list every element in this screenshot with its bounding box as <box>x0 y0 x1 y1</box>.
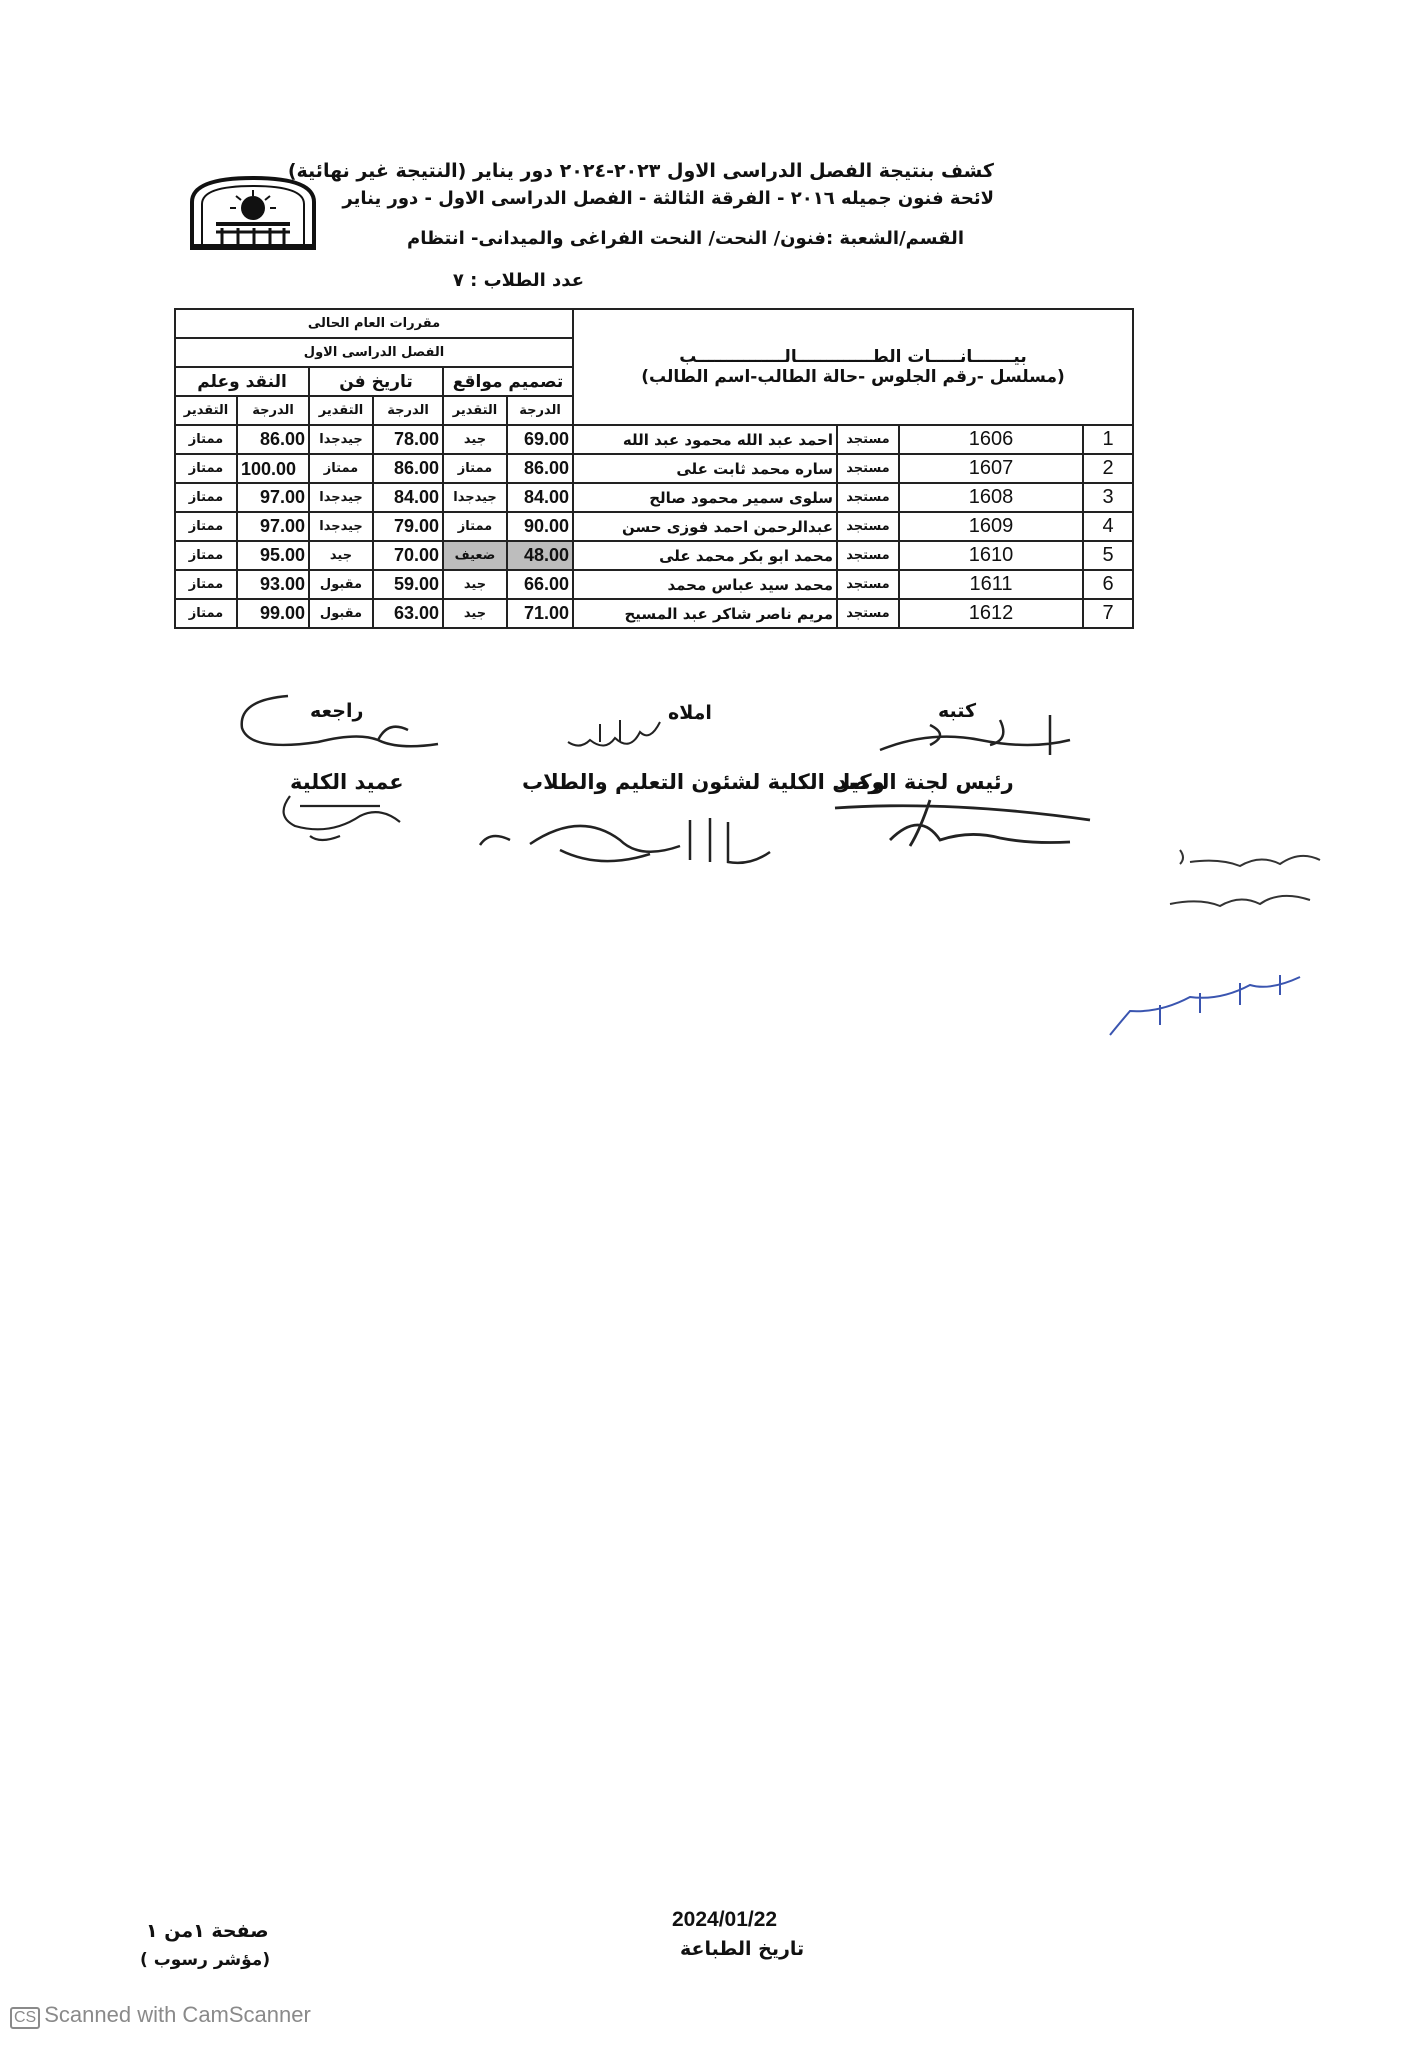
course1-grade: 66.00 <box>507 570 573 599</box>
results-table <box>174 308 1134 629</box>
vice-dean-label: وكيل الكلية لشئون التعليم والطلاب <box>522 770 885 794</box>
print-date-label: تاريخ الطباعة <box>680 1938 805 1960</box>
courses-group-header: مقررات العام الحالى <box>175 309 573 338</box>
course2-grade: 63.00 <box>373 599 443 628</box>
table-row <box>175 454 1133 483</box>
course3-rating: ممتاز <box>175 483 237 512</box>
col-grade: الدرجة <box>507 396 573 425</box>
course-header-3: النقد وعلم <box>175 367 309 396</box>
student-name: عبدالرحمن احمد فوزى حسن <box>573 512 837 541</box>
committee-head-signature <box>830 790 1100 864</box>
student-status: مستجد <box>837 483 899 512</box>
seat-number: 1612 <box>899 599 1083 628</box>
blue-stamp-note <box>1100 965 1310 1049</box>
print-date: 2024/01/22 <box>672 1908 778 1931</box>
dictated-label: املاه <box>668 702 712 724</box>
serial-number: 2 <box>1083 454 1133 483</box>
student-status: مستجد <box>837 512 899 541</box>
course3-grade: 100.00 <box>237 454 309 483</box>
col-rating: التقدير <box>443 396 507 425</box>
student-info-subtitle: (مسلسل -رقم الجلوس -حالة الطالب-اسم الطالب) <box>641 367 1065 387</box>
col-grade: الدرجة <box>373 396 443 425</box>
course1-rating: جيد <box>443 570 507 599</box>
course1-rating: جيدجدا <box>443 483 507 512</box>
table-row <box>175 425 1133 454</box>
seat-number: 1611 <box>899 570 1083 599</box>
course2-grade: 59.00 <box>373 570 443 599</box>
student-status: مستجد <box>837 599 899 628</box>
course1-rating-fail: ضعيف <box>443 541 507 570</box>
course3-grade: 99.00 <box>237 599 309 628</box>
student-info-header <box>573 309 1133 425</box>
course2-rating: جيدجدا <box>309 512 373 541</box>
department-line: القسم/الشعبة :فنون/ النحت/ النحت الفراغى والميدانى- انتظام <box>407 228 964 249</box>
student-name: احمد عبد الله محمود عبد الله <box>573 425 837 454</box>
course1-grade: 86.00 <box>507 454 573 483</box>
seat-number: 1609 <box>899 512 1083 541</box>
course2-grade: 86.00 <box>373 454 443 483</box>
camscanner-logo: CS <box>10 2007 40 2029</box>
course3-rating: ممتاز <box>175 454 237 483</box>
course3-rating: ممتاز <box>175 599 237 628</box>
course3-grade: 95.00 <box>237 541 309 570</box>
course3-rating: ممتاز <box>175 512 237 541</box>
page-number: صفحة ١من ١ <box>146 1920 269 1942</box>
course2-grade: 70.00 <box>373 541 443 570</box>
term-header: الفصل الدراسى الاول <box>175 338 573 367</box>
course2-rating: مقبول <box>309 570 373 599</box>
writer-signature <box>870 710 1090 769</box>
seat-number: 1608 <box>899 483 1083 512</box>
course1-rating: جيد <box>443 599 507 628</box>
course1-rating: جيد <box>443 425 507 454</box>
report-subtitle: لائحة فنون جميله ٢٠١٦ - الفرقة الثالثة - الفصل الدراسى الاول - دور يناير <box>342 188 994 209</box>
dean-signature <box>270 786 420 850</box>
serial-number: 1 <box>1083 425 1133 454</box>
course2-grade: 84.00 <box>373 483 443 512</box>
course2-grade: 78.00 <box>373 425 443 454</box>
student-name: سلوى سمير محمود صالح <box>573 483 837 512</box>
col-rating: التقدير <box>309 396 373 425</box>
course1-grade-fail: 48.00 <box>507 541 573 570</box>
course-header-1: تصميم مواقع <box>443 367 573 396</box>
seat-number: 1610 <box>899 541 1083 570</box>
student-status: مستجد <box>837 541 899 570</box>
seat-number: 1606 <box>899 425 1083 454</box>
course1-rating: ممتاز <box>443 454 507 483</box>
col-rating: التقدير <box>175 396 237 425</box>
student-status: مستجد <box>837 454 899 483</box>
dictator-signature <box>560 712 670 766</box>
table-row <box>175 512 1133 541</box>
vice-dean-signature <box>470 800 780 879</box>
course2-rating: مقبول <box>309 599 373 628</box>
failure-indicator: (مؤشر رسوب ) <box>140 1950 271 1970</box>
student-count: عدد الطلاب : ٧ <box>452 270 584 291</box>
serial-number: 6 <box>1083 570 1133 599</box>
course2-rating: ممتاز <box>309 454 373 483</box>
course2-rating: جيد <box>309 541 373 570</box>
reviewer-signature <box>228 690 468 764</box>
written-label: كتبه <box>938 700 977 722</box>
course3-grade: 86.00 <box>237 425 309 454</box>
table-row <box>175 570 1133 599</box>
reviewed-label: راجعه <box>310 700 364 722</box>
course1-rating: ممتاز <box>443 512 507 541</box>
student-name: ساره محمد ثابت على <box>573 454 837 483</box>
course-header-2: تاريخ فن <box>309 367 443 396</box>
table-row <box>175 541 1133 570</box>
course1-grade: 71.00 <box>507 599 573 628</box>
serial-number: 3 <box>1083 483 1133 512</box>
course1-grade: 90.00 <box>507 512 573 541</box>
course3-rating: ممتاز <box>175 425 237 454</box>
handwritten-note <box>1160 840 1330 934</box>
camscanner-text: Scanned with CamScanner <box>44 2002 311 2027</box>
student-name: مريم ناصر شاكر عبد المسيح <box>573 599 837 628</box>
serial-number: 5 <box>1083 541 1133 570</box>
col-grade: الدرجة <box>237 396 309 425</box>
table-row <box>175 483 1133 512</box>
serial-number: 4 <box>1083 512 1133 541</box>
student-status: مستجد <box>837 425 899 454</box>
student-status: مستجد <box>837 570 899 599</box>
course3-grade: 97.00 <box>237 512 309 541</box>
course1-grade: 84.00 <box>507 483 573 512</box>
university-logo <box>186 172 320 252</box>
seat-number: 1607 <box>899 454 1083 483</box>
course1-grade: 69.00 <box>507 425 573 454</box>
student-name: محمد ابو بكر محمد على <box>573 541 837 570</box>
student-info-title: بيـــــــانـــــات الطـــــــــــــالـــــــــــــــب <box>679 347 1027 367</box>
student-name: محمد سيد عباس محمد <box>573 570 837 599</box>
report-title: كشف بنتيجة الفصل الدراسى الاول ٢٠٢٣-٢٠٢٤ دور يناير (النتيجة غير نهائية) <box>287 160 994 182</box>
dean-label: عميد الكلية <box>290 770 404 794</box>
course2-rating: جيدجدا <box>309 483 373 512</box>
course3-rating: ممتاز <box>175 570 237 599</box>
table-row <box>175 599 1133 628</box>
course3-rating: ممتاز <box>175 541 237 570</box>
course3-grade: 93.00 <box>237 570 309 599</box>
committee-head-label: رئيس لجنة الرصد <box>836 770 1014 794</box>
camscanner-watermark <box>10 2002 311 2029</box>
course3-grade: 97.00 <box>237 483 309 512</box>
serial-number: 7 <box>1083 599 1133 628</box>
course2-rating: جيدجدا <box>309 425 373 454</box>
course2-grade: 79.00 <box>373 512 443 541</box>
